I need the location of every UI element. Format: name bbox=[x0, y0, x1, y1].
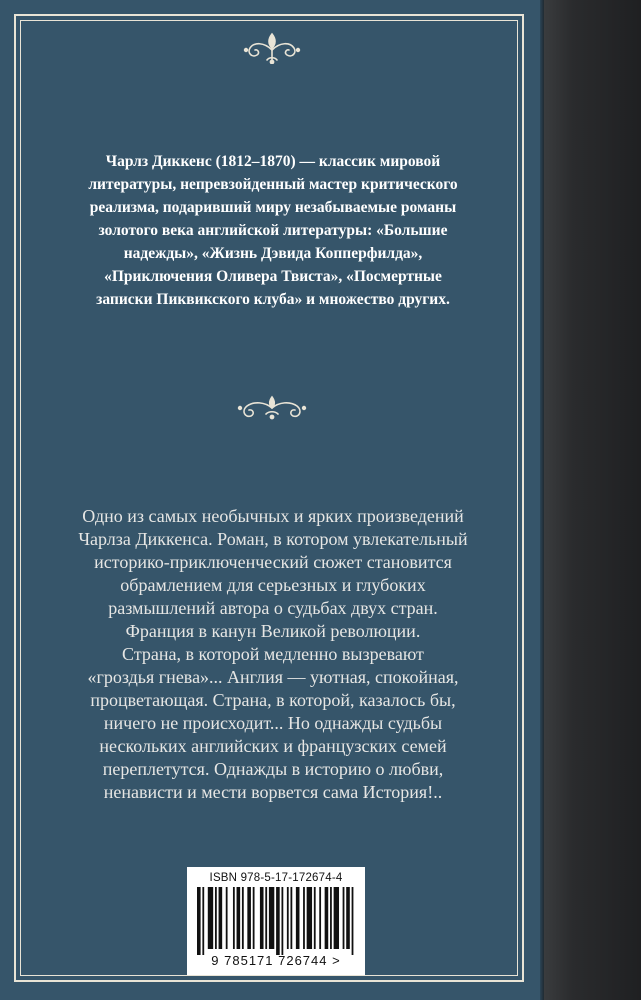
book-spine bbox=[544, 0, 641, 1000]
barcode-bar bbox=[307, 887, 312, 949]
annotation-line: «гроздья гнева»... Англия — уютная, спокойная, bbox=[87, 667, 459, 687]
annotation-line: переплетутся. Однажды в историю о любви, bbox=[102, 759, 444, 779]
bio-line: золотого века английской литературы: «Большие bbox=[98, 222, 448, 239]
annotation-line: Страна, в которой медленно вызревают bbox=[122, 644, 424, 664]
barcode-icon bbox=[197, 887, 357, 955]
barcode-bar bbox=[319, 887, 321, 949]
barcode-bar bbox=[215, 887, 217, 949]
bio-line: «Приключения Оливера Твиста», «Посмертные bbox=[104, 268, 442, 285]
barcode-bar bbox=[346, 887, 350, 949]
barcode-bar bbox=[253, 887, 255, 949]
barcode-bar bbox=[296, 887, 300, 949]
annotation-line: обрамлением для серьезных и глубоких bbox=[120, 575, 426, 595]
bio-line: записки Пиквикского клуба» и множество других. bbox=[96, 291, 450, 308]
annotation-line: Франция в канун Великой революции. bbox=[125, 621, 421, 641]
barcode-bar bbox=[303, 887, 305, 949]
bio-line: реализма, подаривший миру незабываемые романы bbox=[89, 199, 457, 216]
barcode-bar bbox=[343, 887, 345, 949]
scroll-ornament-icon bbox=[0, 392, 544, 422]
barcode-bar bbox=[242, 887, 244, 949]
barcode-bar bbox=[290, 887, 292, 949]
annotation-line: Чарлза Диккенса. Роман, в котором увлекательный bbox=[78, 529, 468, 549]
barcode-bar bbox=[202, 887, 204, 955]
author-bio bbox=[58, 150, 488, 311]
bio-line: надежды», «Жизнь Дэвида Копперфилда», bbox=[123, 245, 423, 262]
barcode-bar bbox=[287, 887, 289, 949]
barcode-bar bbox=[269, 887, 274, 949]
barcode-label bbox=[187, 867, 365, 975]
isbn-text: ISBN 978-5-17-172674-4 bbox=[209, 872, 343, 884]
barcode-bar bbox=[325, 887, 329, 949]
barcode-bar bbox=[352, 887, 354, 955]
barcode-bar bbox=[260, 887, 264, 949]
barcode-bar bbox=[330, 887, 332, 949]
annotation-line: нескольких английских и французских семей bbox=[99, 736, 447, 756]
annotation-line: процветающая. Страна, в которой, казалось бы, bbox=[90, 690, 456, 710]
bio-line: Чарлз Диккенс (1812–1870) — классик мировой bbox=[105, 153, 441, 170]
barcode-bar bbox=[247, 887, 251, 949]
barcode-bar bbox=[208, 887, 213, 949]
bio-line: литературы, непревзойденный мастер критического bbox=[88, 176, 458, 193]
floral-ornament-icon bbox=[0, 30, 544, 64]
barcode-bar bbox=[276, 887, 280, 955]
barcode-bar bbox=[265, 887, 267, 949]
annotation-line: размышлений автора о судьбах двух стран. bbox=[108, 598, 438, 618]
barcode-bar bbox=[233, 887, 235, 949]
annotation-line: Одно из самых необычных и ярких произведений bbox=[82, 506, 464, 526]
barcode-bar bbox=[226, 887, 228, 949]
barcode-bar bbox=[197, 887, 201, 955]
barcode-bar bbox=[334, 887, 339, 949]
ean-digits: 9 785171 726744 > bbox=[211, 953, 341, 968]
annotation-line: ненависти и мести ворвется сама История!.. bbox=[103, 782, 443, 802]
barcode-bar bbox=[237, 887, 241, 949]
barcode-bar bbox=[314, 887, 316, 949]
annotation-line: ничего не происходит... Но однажды судьбы bbox=[103, 713, 443, 733]
book-annotation bbox=[50, 505, 496, 804]
barcode-bar bbox=[281, 887, 283, 955]
barcode-bar bbox=[219, 887, 223, 949]
annotation-line: историко-приключенческий сюжет становится bbox=[94, 552, 452, 572]
